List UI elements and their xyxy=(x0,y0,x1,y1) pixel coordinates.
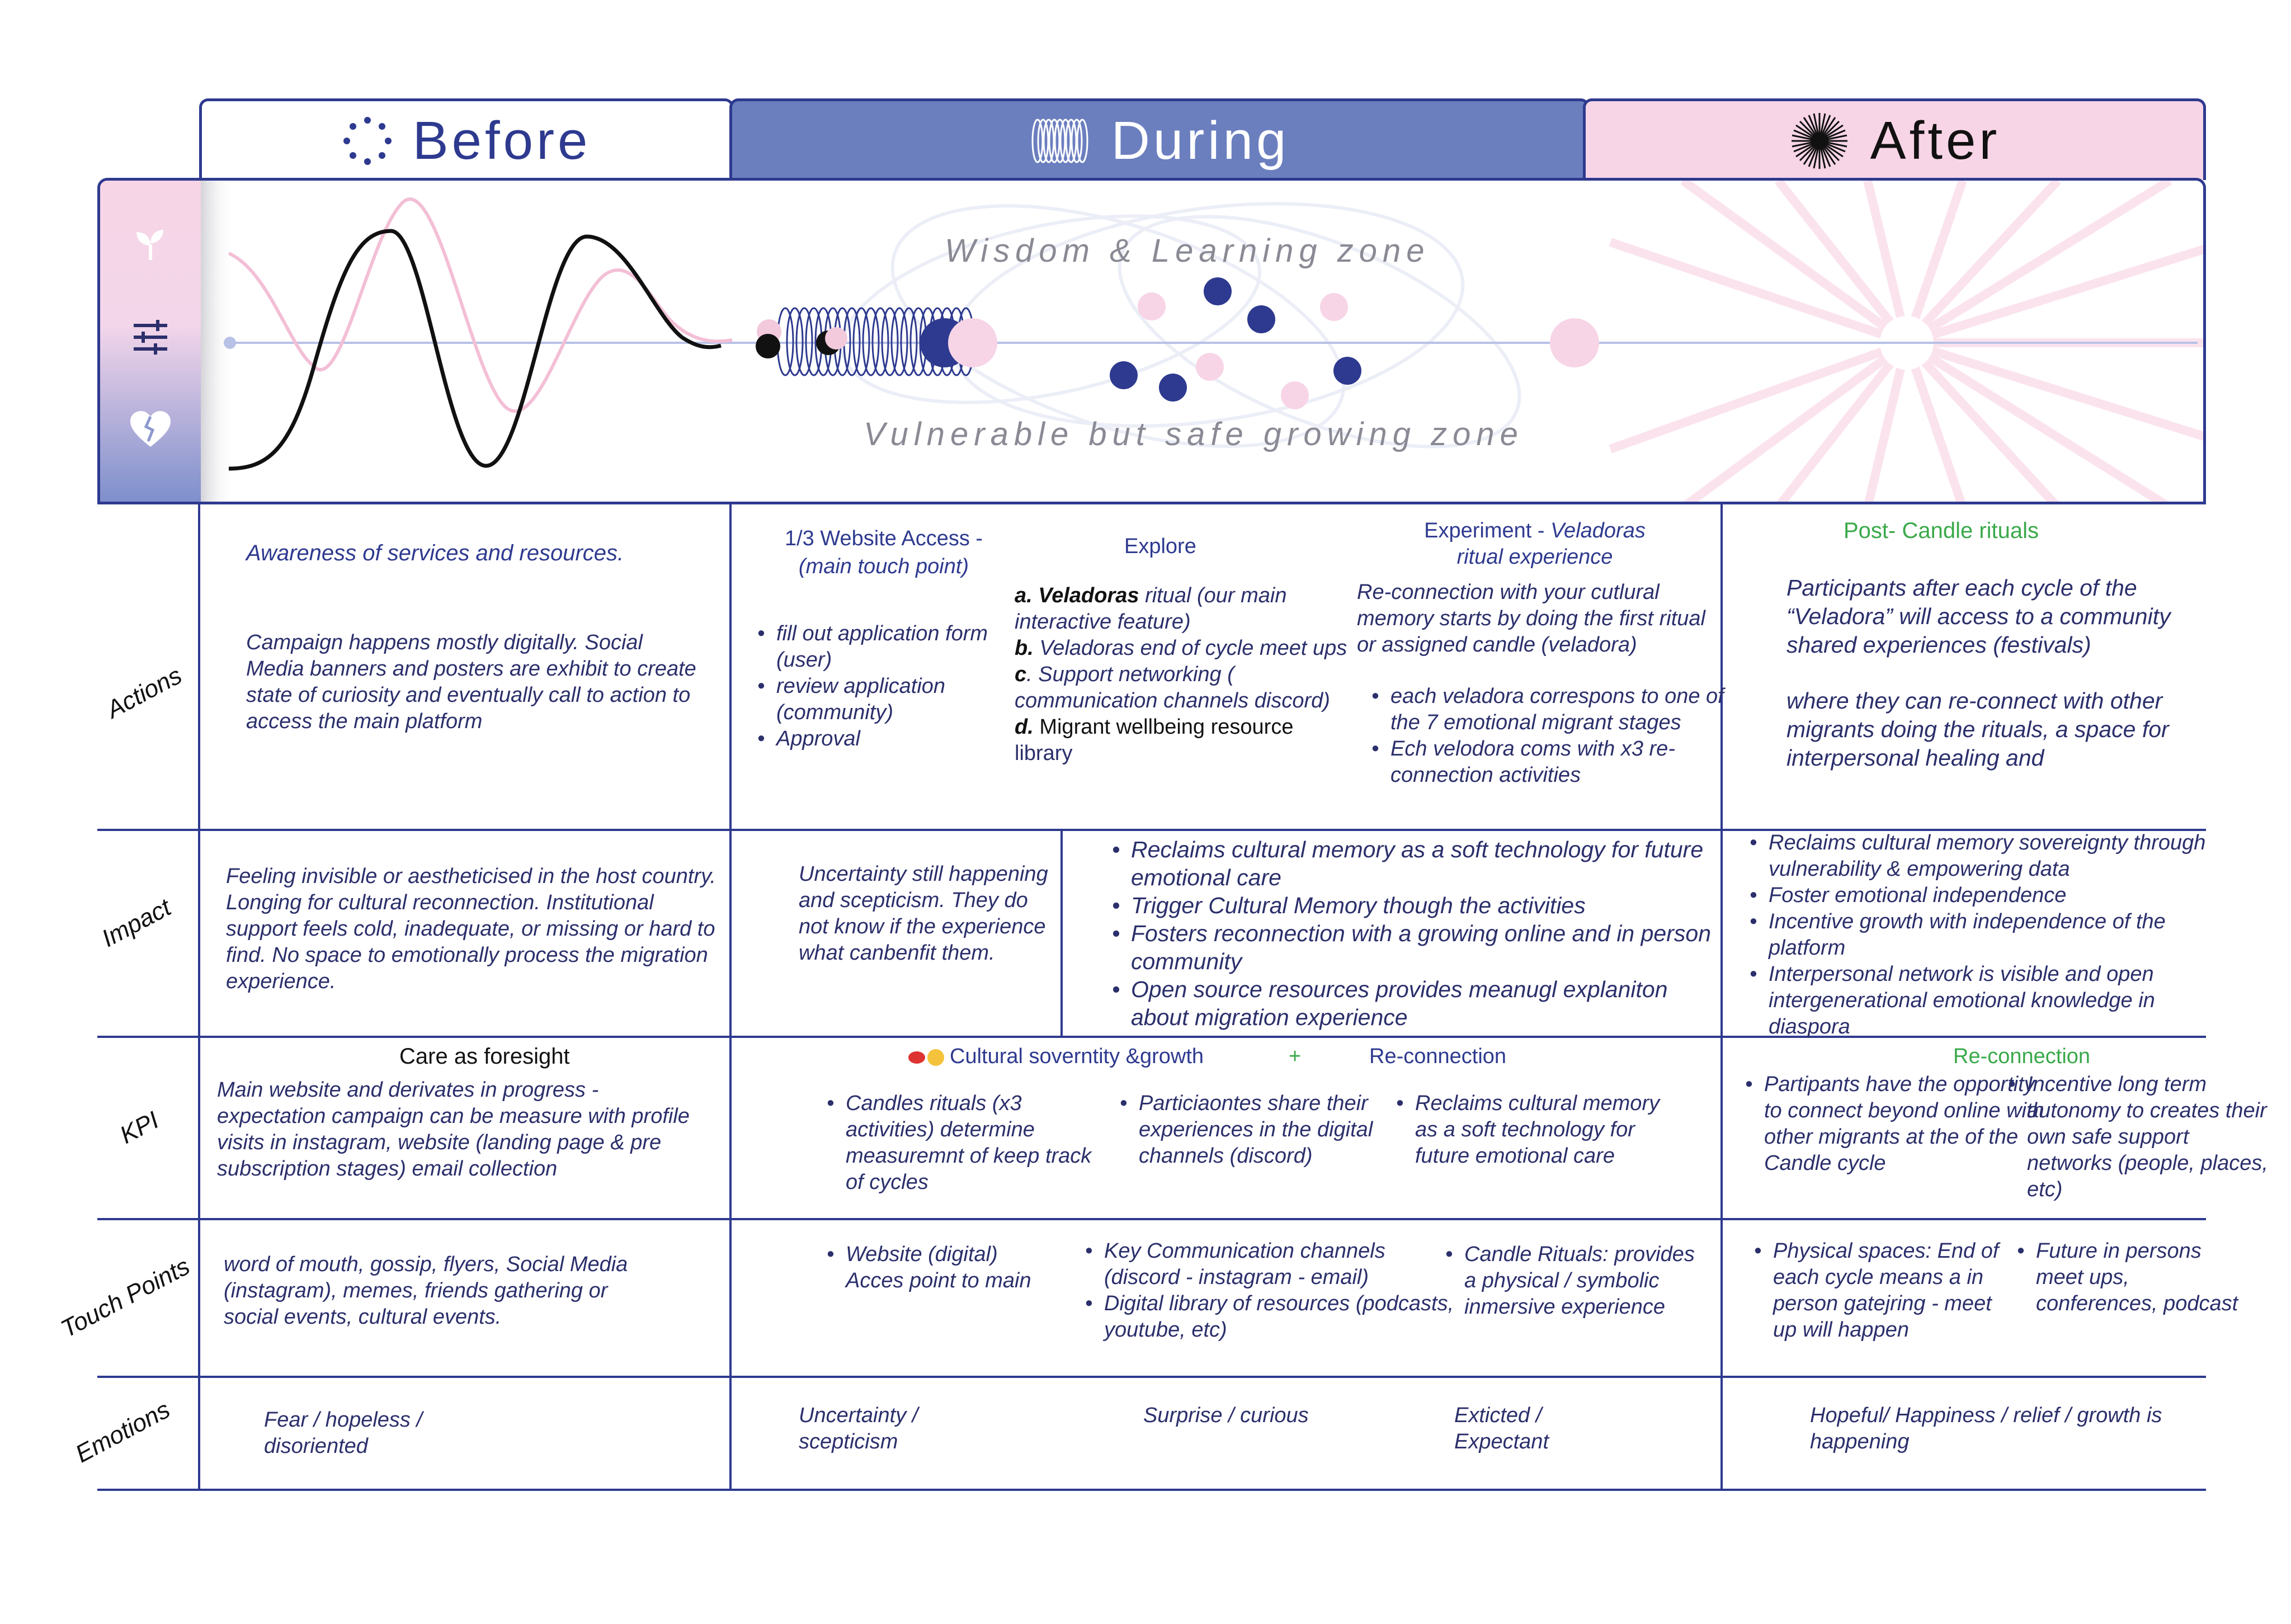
grid-line xyxy=(729,502,732,1490)
actions-before-text: Campaign happens mostly digitally. Social Media banners and posters are exhibit to create state of curiosity and eventually call to action to access the main platform xyxy=(246,631,696,733)
list-item: • Reclaims cultural memory sovereignty through vulnerability & empowering data xyxy=(1769,830,2238,882)
tab-after xyxy=(1583,98,2206,180)
emotions-during-a: Uncertainty / scepticism xyxy=(799,1404,918,1453)
kpi-after-header: Re-connection xyxy=(1953,1045,2091,1068)
touch-after-list-1 xyxy=(1747,1238,2008,1343)
tab-before xyxy=(199,98,734,180)
list-item: • Interpersonal network is visible and open intergenerational emotional knowledge in diaspora xyxy=(1769,961,2238,1040)
emotions-during-b: Surprise / curious xyxy=(1143,1404,1309,1427)
grid-line xyxy=(1060,830,1063,1037)
actions-after-text-2: where they can re-connect with other migrants doing the rituals, a space for interpersonal healing and xyxy=(1786,688,2169,771)
emoji-icon xyxy=(908,1051,925,1064)
row-label-actions: Actions xyxy=(102,662,187,724)
touch-before: word of mouth, gossip, flyers, Social Media (instagram), memes, friends gathering or social events, cultural events. xyxy=(224,1253,628,1329)
list-item: • Key Communication channels (discord - instagram - email) xyxy=(1104,1238,1462,1291)
actions-explore-list xyxy=(1015,583,1350,767)
impact-before: Feeling invisible or aestheticised in the host country. Longing for cultural reconnection. Institutional support feels cold, inadequate, or missing or hard to find. No space to emotionally process the migration experience. xyxy=(226,865,716,993)
kpi-during-header: Cultural soverntity &growth xyxy=(908,1044,1204,1070)
actions-website-list xyxy=(751,621,1011,752)
list-item: • Candle Rituals: provides a physical / symbolic inmersive experience xyxy=(1464,1241,1710,1320)
touch-during-list-1 xyxy=(820,1241,1058,1294)
actions-experiment-list xyxy=(1365,683,1748,789)
kpi-before-title: Care as foresight xyxy=(399,1044,570,1069)
list-item: • review application (community) xyxy=(776,673,1011,726)
actions-experiment-title: Experiment - Veladoras ritual experience xyxy=(1424,519,1646,569)
touch-after-list-2 xyxy=(2010,1238,2248,1317)
list-item: • Physical spaces: End of each cycle means a in person gatejring - meet up will happen xyxy=(1773,1238,2008,1343)
list-item: • Website (digital) Acces point to main xyxy=(846,1241,1058,1294)
touch-during-list-2 xyxy=(1078,1238,1462,1343)
kpi-during-list-3 xyxy=(1389,1090,1684,1169)
list-item: • each veladora correspons to one of the 7 emotional migrant stages xyxy=(1390,683,1748,736)
zone-top: Wisdom & Learning zone xyxy=(945,233,1430,269)
list-item: • Future in persons meet ups, conferences, podcast xyxy=(2036,1238,2248,1317)
kpi-after-list-2 xyxy=(2001,1071,2279,1203)
impact-during-b-list xyxy=(1105,835,1724,1031)
actions-experiment-text: Re-connection with your cutlural memory starts by doing the first ritual or assigned candle (veladora) xyxy=(1357,580,1705,657)
actions-before-title: Awareness of services and resources. xyxy=(246,541,624,565)
list-item: • Digital library of resources (podcasts, youtube, etc) xyxy=(1104,1291,1462,1343)
impact-during-a: Uncertainty still happening and scepticism. They do not know if the experience what canbenfit them. xyxy=(799,862,1048,965)
actions-after-text-1: Participants after each cycle of the “Veladora” will access to a community shared experiences (festivals) xyxy=(1786,575,2171,658)
list-item: • Ech velodora coms with x3 re-connection activities xyxy=(1390,736,1748,789)
actions-explore-title: Explore xyxy=(1124,535,1196,558)
emotions-before: Fear / hopeless / disoriented xyxy=(264,1408,423,1458)
tab-before-label: Before xyxy=(412,110,591,171)
kpi-during-list-2 xyxy=(1113,1090,1385,1169)
row-label-emotions: Emotions xyxy=(70,1395,175,1469)
emotions-after: Hopeful/ Happiness / relief / growth is happening xyxy=(1810,1404,2162,1453)
journey-diagram xyxy=(100,181,2206,504)
list-item: c. Support networking ( communication channels discord) xyxy=(1015,663,1330,712)
kpi-before-text: Main website and derivates in progress - expectation campaign can be measure with profile visits in instagram, website (landing page & pre subscription stages) email collection xyxy=(217,1078,690,1181)
grid-line xyxy=(97,1489,2206,1491)
list-item: • Reclaims cultural memory as a soft technology for future emotional care xyxy=(1131,835,1724,891)
kpi-plus: + xyxy=(1289,1045,1302,1068)
list-item: a. Veladoras ritual (our main interactive feature) xyxy=(1015,584,1287,634)
kpi-during-header-b: Re-connection xyxy=(1369,1045,1507,1068)
tab-during xyxy=(729,98,1590,180)
smiley-icon xyxy=(927,1049,944,1066)
grid-line xyxy=(198,502,200,1490)
coil-icon xyxy=(1030,116,1091,166)
starburst-icon xyxy=(1789,110,1850,172)
journey-panel xyxy=(97,178,2206,504)
row-label-impact: Impact xyxy=(97,893,176,953)
zone-bottom: Vulnerable but safe growing zone xyxy=(864,416,1524,452)
list-item: • Approval xyxy=(776,726,1011,752)
list-item: • Open source resources provides meanugl explaniton about migration experience xyxy=(1131,975,1724,1031)
tab-during-label: During xyxy=(1111,110,1290,171)
grid-line xyxy=(97,502,2206,504)
touch-during-list-3 xyxy=(1439,1241,1710,1320)
list-item: • Partipants have the opportity to connect beyond online with other migrants at the of the Candle cycle xyxy=(1764,1071,2055,1177)
grid-line xyxy=(97,1376,2206,1378)
impact-after-list xyxy=(1743,830,2238,1040)
list-item: • Foster emotional independence xyxy=(1769,882,2238,909)
list-item: • Reclaims cultural memory as a soft technology for future emotional care xyxy=(1415,1090,1684,1169)
list-item: • Particiaontes share their experiences in the digital channels (discord) xyxy=(1139,1090,1385,1169)
list-item: • Incentive growth with independence of the platform xyxy=(1769,909,2238,961)
actions-after-title: Post- Candle rituals xyxy=(1844,518,2039,543)
list-item: d. Migrant wellbeing resource library xyxy=(1015,715,1294,765)
list-item: b. Veladoras end of cycle meet ups xyxy=(1015,636,1347,660)
list-item: • fill out application form (user) xyxy=(776,621,1011,673)
dotted-circle-icon xyxy=(342,116,393,166)
actions-website-subtitle: (main touch point) xyxy=(798,555,969,578)
tab-after-label: After xyxy=(1870,110,2001,171)
row-label-kpi: KPI xyxy=(115,1106,164,1149)
grid-line xyxy=(97,1218,2206,1220)
kpi-during-list-1 xyxy=(820,1090,1092,1196)
row-label-touch-points: Touch Points xyxy=(56,1252,195,1343)
list-item: • Fosters reconnection with a growing online and in person community xyxy=(1131,919,1724,975)
list-item: • Candles rituals (x3 activities) determine measuremnt of keep track of cycles xyxy=(846,1090,1092,1196)
actions-website-title: 1/3 Website Access - xyxy=(784,527,983,550)
list-item: • Trigger Cultural Memory though the activities xyxy=(1131,891,1724,919)
emotions-during-c: Exticted / Expectant xyxy=(1454,1404,1549,1453)
list-item: • Incentive long term autonomy to creates their own safe support networks (people, places, etc) xyxy=(2027,1071,2279,1203)
